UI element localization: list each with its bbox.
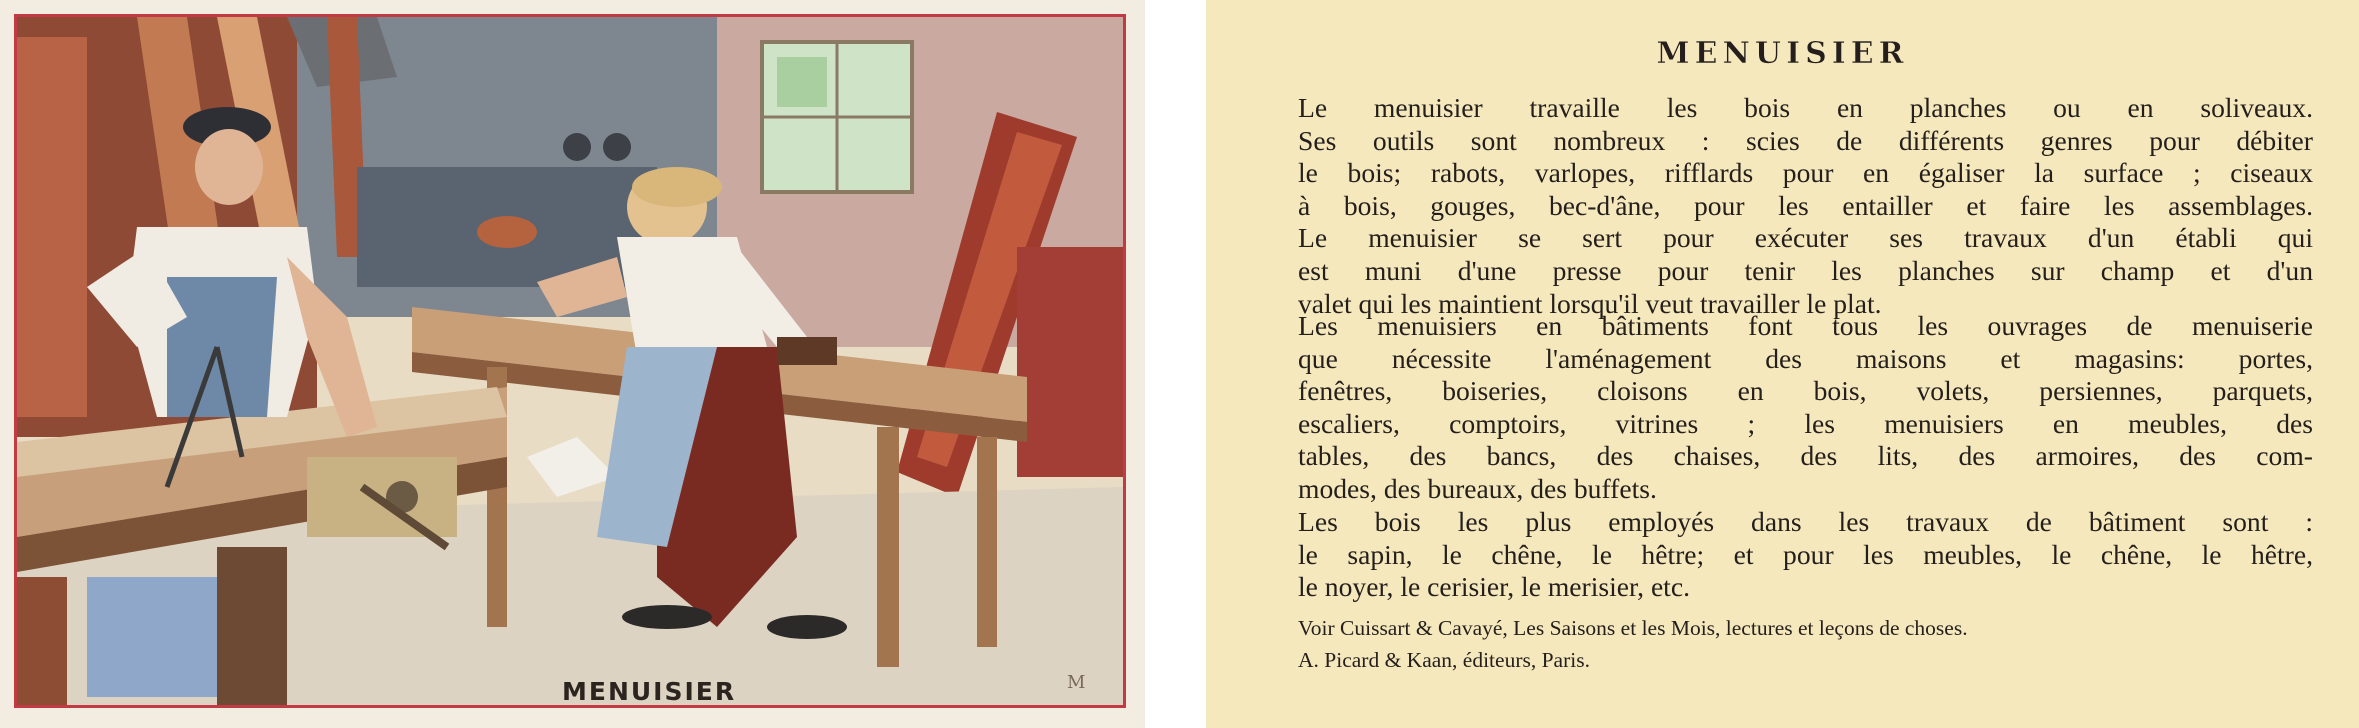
artist-monogram: M: [1067, 672, 1086, 693]
card-back: [1206, 0, 2359, 728]
text-line: est muni d'une presse pour tenir les planches sur champ et d'un: [1298, 254, 2313, 286]
text-line: le bois; rabots, varlopes, rifflards pour en égaliser la surface ; ciseaux: [1298, 157, 2313, 189]
reference-line: A. Picard & Kaan, éditeurs, Paris.: [1298, 648, 1590, 672]
text-line: que nécessite l'aménagement des maisons et magasins: portes,: [1298, 342, 2313, 374]
paragraph-woods: [1298, 506, 2313, 604]
text-line: Le menuisier se sert pour exécuter ses travaux d'un établi qui: [1298, 222, 2313, 254]
paragraph-tools: [1298, 92, 2313, 320]
text-line: Ses outils sont nombreux : scies de différents genres pour débiter: [1298, 124, 2313, 156]
text-line: le noyer, le cerisier, le merisier, etc.: [1298, 571, 1690, 603]
paragraph-types: [1298, 310, 2313, 506]
workshop-illustration: [17, 17, 1123, 705]
back-title: MENUISIER: [1656, 36, 1909, 71]
text-line: Le menuisier travaille les bois en planches ou en soliveaux.: [1298, 92, 2313, 123]
text-line: tables, des bancs, des chaises, des lits, des armoires, des com-: [1298, 440, 2313, 472]
card-caption: MENUISIER: [562, 677, 737, 706]
text-line: escaliers, comptoirs, vitrines ; les menuisiers en meubles, des: [1298, 407, 2313, 439]
text-line: valet qui les maintient lorsqu'il veut travailler le plat.: [1298, 287, 1882, 319]
text-line: Les menuisiers en bâtiments font tous les ouvrages de menuiserie: [1298, 310, 2313, 341]
illustration-frame: [14, 14, 1126, 708]
text-line: le sapin, le chêne, le hêtre; et pour les meubles, le chêne, le hêtre,: [1298, 538, 2313, 570]
publisher-reference: [1298, 612, 2313, 676]
card-front: [0, 0, 1145, 728]
text-line: Les bois les plus employés dans les travaux de bâtiment sont :: [1298, 506, 2313, 537]
reference-line: Voir Cuissart & Cavayé, Les Saisons et les Mois, lectures et leçons de choses.: [1298, 616, 1968, 640]
text-line: modes, des bureaux, des buffets.: [1298, 472, 1657, 504]
text-line: fenêtres, boiseries, cloisons en bois, volets, persiennes, parquets,: [1298, 375, 2313, 407]
text-line: à bois, gouges, bec-d'âne, pour les entailler et faire les assemblages.: [1298, 189, 2313, 221]
